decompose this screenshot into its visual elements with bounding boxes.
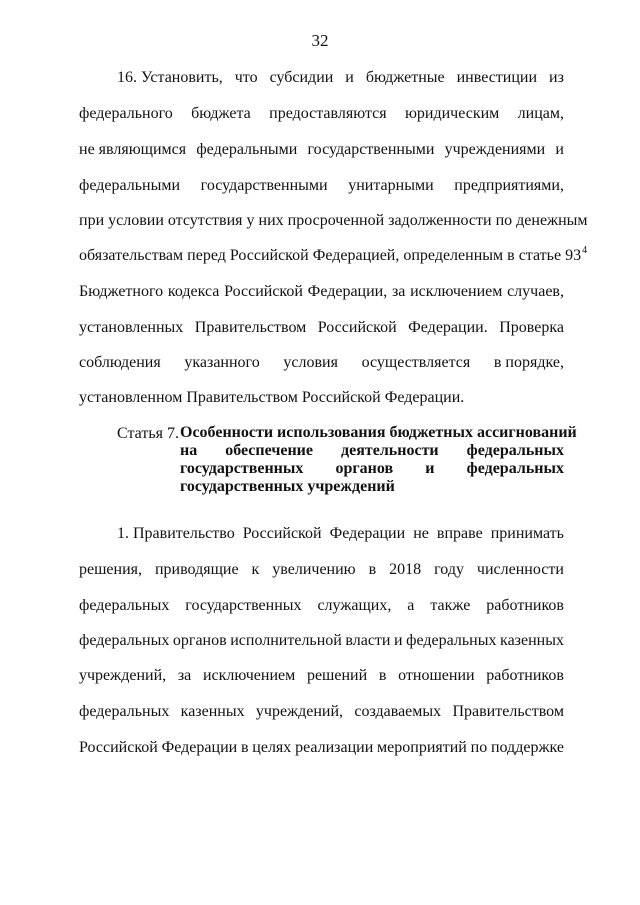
word: федеральных — [406, 632, 497, 649]
word: при условии отсутствия у них просроченной задолженности по денежным — [79, 212, 588, 229]
word: году — [434, 561, 464, 578]
para16-line — [79, 388, 564, 408]
word: государственных учреждений — [180, 478, 395, 495]
word: на — [180, 442, 198, 459]
word: целях — [252, 739, 292, 756]
word: бюджета — [191, 105, 251, 122]
word: в — [378, 667, 387, 684]
word: унитарными — [348, 177, 434, 194]
word: федеральных — [79, 632, 170, 649]
word: деятельности — [341, 442, 439, 459]
word: что — [234, 69, 258, 86]
word: федеральными — [196, 141, 298, 158]
word: по — [470, 739, 488, 756]
para16-line — [79, 282, 564, 302]
word: субсидии — [269, 69, 334, 86]
heading-line — [180, 424, 577, 441]
superscript: 4 — [582, 245, 588, 256]
word: решения, — [79, 561, 143, 578]
word: юридическим — [404, 105, 500, 122]
word: за — [391, 283, 406, 300]
word: условия — [283, 354, 338, 371]
para16-line — [79, 140, 564, 160]
heading-line — [180, 478, 564, 495]
para1-line — [79, 738, 564, 758]
word: поддержке — [490, 739, 564, 756]
word: государственных — [180, 460, 304, 477]
word: учреждений, — [255, 703, 344, 720]
word: установленных — [79, 319, 184, 336]
word: и — [555, 141, 564, 158]
word: указанного — [184, 354, 260, 371]
para16-line — [79, 176, 564, 196]
word: предоставляются — [269, 105, 387, 122]
word: обязательствам перед Российской Федерацией, определенным в статье $93^4$ — [79, 245, 588, 264]
word: органов — [335, 460, 394, 477]
word: установленном Правительством Российской Федерации. — [79, 389, 465, 406]
word: исключением — [202, 667, 296, 684]
word: лицам, — [517, 105, 564, 122]
para1-line — [79, 702, 564, 722]
word: соблюдения — [79, 354, 161, 371]
word: казенных — [180, 703, 245, 720]
word: и — [425, 460, 435, 477]
word: 1. Правительство — [117, 525, 235, 542]
word: к — [251, 561, 260, 578]
word: за — [177, 667, 192, 684]
word: власти — [345, 632, 391, 649]
word: также — [430, 597, 471, 614]
word: Федерации. — [408, 319, 488, 336]
word: федеральных — [466, 442, 564, 459]
heading-line — [180, 442, 564, 459]
word: государственными — [307, 141, 435, 158]
word: федерального — [79, 105, 173, 122]
word: Российской — [224, 283, 303, 300]
word: вправе — [436, 525, 483, 542]
word: Правительством — [194, 319, 307, 336]
word: 16. Установить, — [117, 69, 223, 86]
word: федеральными — [79, 177, 181, 194]
word: учреждениями — [444, 141, 546, 158]
word: решений — [306, 667, 368, 684]
para16-line — [79, 104, 564, 124]
word: государственными — [200, 177, 328, 194]
word: работников — [486, 667, 564, 684]
word: создаваемых — [354, 703, 442, 720]
word: Особенности использования бюджетных ассигнований — [180, 424, 577, 441]
word: исключением — [410, 283, 503, 300]
word: не являющимся — [79, 141, 187, 158]
word: и — [345, 69, 354, 86]
para1-line — [79, 596, 564, 616]
word: казенных — [500, 632, 564, 649]
word: численности — [476, 561, 564, 578]
word: а — [407, 597, 415, 614]
word: в — [240, 739, 249, 756]
word: принимать — [490, 525, 564, 542]
para16-line — [79, 245, 588, 268]
word: осуществляется — [361, 354, 471, 371]
para16-line — [117, 68, 564, 88]
word: работников — [486, 597, 564, 614]
word: случаев, — [507, 283, 564, 300]
word: Правительством — [452, 703, 564, 720]
word: и — [394, 632, 403, 649]
word: федеральных — [79, 703, 170, 720]
para1-line — [79, 560, 564, 580]
word: увеличению — [272, 561, 356, 578]
word: 2018 — [389, 561, 422, 578]
word: реализации — [295, 739, 374, 756]
word: органов — [172, 632, 227, 649]
word: учреждений, — [79, 667, 167, 684]
word: государственных — [185, 597, 302, 614]
article-label: Статья 7. — [117, 425, 179, 442]
word: Проверка — [499, 319, 564, 336]
heading-line — [180, 460, 564, 477]
word: инвестиции — [456, 69, 538, 86]
word: в — [368, 561, 377, 578]
word: в порядке, — [493, 354, 564, 371]
word: обеспечение — [225, 442, 313, 459]
para16-line — [79, 318, 564, 338]
word: федеральных — [79, 597, 170, 614]
word: не — [413, 525, 429, 542]
word: приводящие — [154, 561, 239, 578]
page-number: 32 — [311, 31, 329, 50]
para1-line — [79, 666, 564, 686]
word: мероприятий — [377, 739, 467, 756]
para1-line — [117, 524, 564, 544]
para1-line — [79, 631, 564, 651]
word: бюджетные — [365, 69, 445, 86]
word: Российской — [317, 319, 397, 336]
word: Федерации — [329, 525, 406, 542]
word: Российской — [242, 525, 322, 542]
para16-line — [79, 353, 564, 373]
word: отношении — [398, 667, 475, 684]
word: Бюджетного — [79, 283, 164, 300]
word: исполнительной — [230, 632, 342, 649]
word: из — [549, 69, 564, 86]
word: Федерации, — [307, 283, 388, 300]
word: Федерации — [161, 739, 238, 756]
para16-line — [79, 211, 588, 231]
word: кодекса — [167, 283, 220, 300]
word: служащих, — [317, 597, 392, 614]
word: Российской — [79, 739, 158, 756]
word: федеральных — [466, 460, 564, 477]
word: предприятиями, — [454, 177, 564, 194]
